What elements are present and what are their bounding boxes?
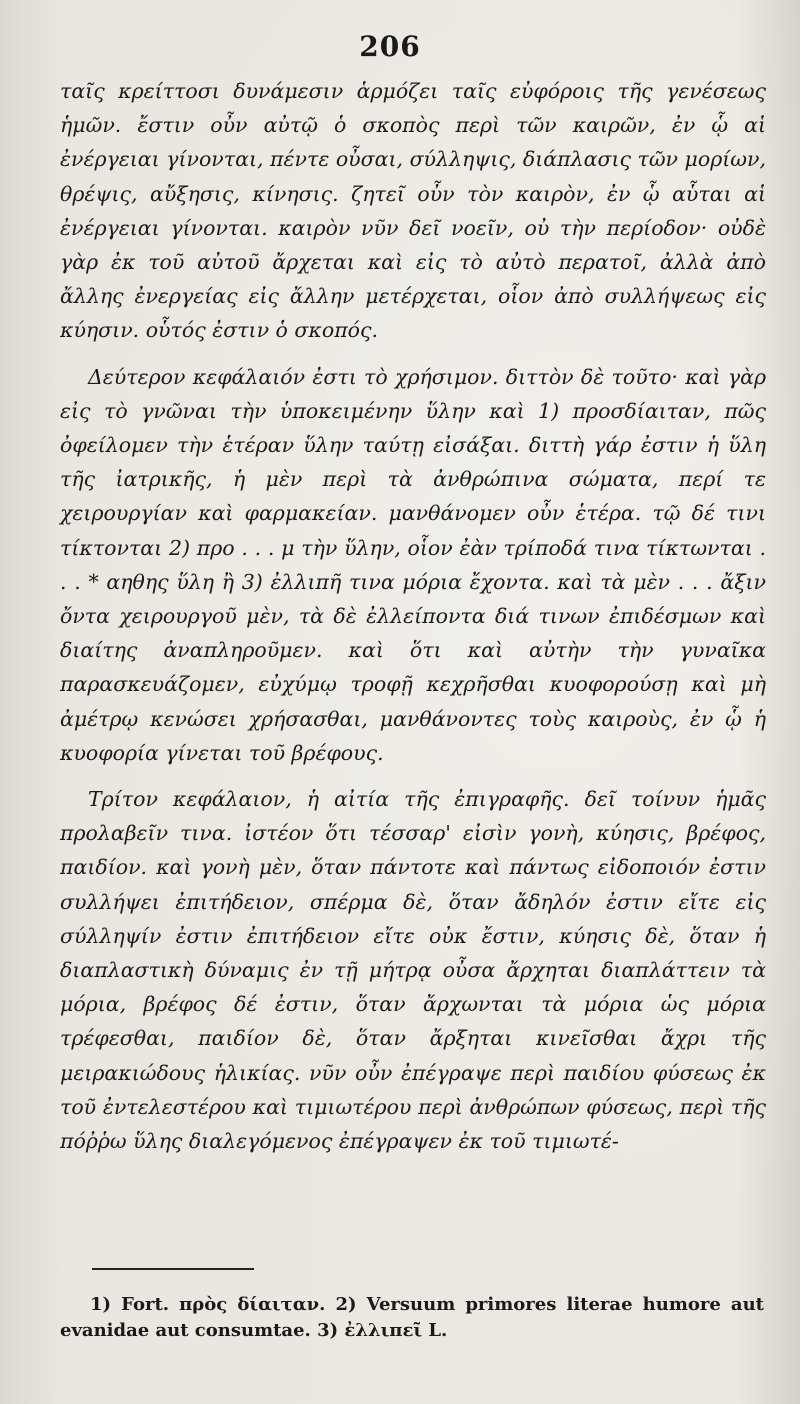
main-text: [60, 74, 766, 1158]
footnotes: [60, 1292, 764, 1344]
paragraph-3: Τρίτον κεφάλαιον, ἡ αἰτία τῆς ἐπιγραφῆς. δεῖ τοίνυν ἡμᾶς προλαβεῖν τινα. ἰστέον ὅτι τέσσαρ' εἰσὶν γονὴ, κύησις, βρέφος, παιδίον. καὶ γονὴ μὲν, ὅταν πάντοτε καὶ πάντως εἰδοποιόν ἐστιν συλλήψει ἐπιτήδειον, σπέρμα δὲ, ὅταν ἄδηλόν ἐστιν εἴτε εἰς σύλληψίν ἐστιν ἐπιτήδειον εἴτε οὐκ ἔστιν, κύησις δὲ, ὅταν ἡ διαπλαστικὴ δύναμις ἐν τῇ μήτρᾳ οὖσα ἄρχηται διαπλάττειν τὰ μόρια, βρέφος δέ ἐστιν, ὅταν ἄρχωνται τὰ μόρια ὡς μόρια τρέφεσθαι, παιδίον δὲ, ὅταν ἄρξηται κινεῖσθαι ἄχρι τῆς μειρακιώδους ἡλικίας. νῦν οὖν ἐπέγραψε περὶ παιδίου φύσεως ἐκ τοῦ ἐντελεστέρου καὶ τιμιωτέρου περὶ ἀνθρώπων φύσεως, περὶ τῆς πόῤῥω ὕλης διαλεγόμενος ἐπέγραψεν ἐκ τοῦ τιμιωτέ-: [60, 787, 766, 1154]
footnote-text: 1) Fort. πρὸς δίαιταν. 2) Versuum primores literae humore aut evanidae aut consumtae. 3) ἐλλιπεῖ L.: [60, 1294, 764, 1341]
paragraph-1: ταῖς κρείττοσι δυνάμεσιν ἁρμόζει ταῖς εὐφόροις τῆς γενέσεως ἡμῶν. ἔστιν οὖν αὐτῷ ὁ σκοπὸς περὶ τῶν καιρῶν, ἐν ᾧ αἱ ἐνέργειαι γίνονται, πέντε οὖσαι, σύλληψις, διάπλασις τῶν μορίων, θρέψις, αὔξησις, κίνησις. ζητεῖ οὖν τὸν καιρὸν, ἐν ᾧ αὗται αἱ ἐνέργειαι γίνονται. καιρὸν νῦν δεῖ νοεῖν, οὐ τὴν περίοδον· οὐδὲ γὰρ ἐκ τοῦ αὐτοῦ ἄρχεται καὶ εἰς τὸ αὐτὸ περατοῖ, ἀλλὰ ἀπὸ ἄλλης ἐνεργείας εἰς ἄλλην μετέρχεται, οἷον ἀπὸ συλλήψεως εἰς κύησιν. οὗτός ἐστιν ὁ σκοπός.: [60, 79, 766, 343]
paragraph-2: Δεύτερον κεφάλαιόν ἐστι τὸ χρήσιμον. διττὸν δὲ τοῦτο· καὶ γὰρ εἰς τὸ γνῶναι τὴν ὑποκειμένην ὕλην καὶ 1) προσδίαιταν, πῶς ὀφείλομεν τὴν ἑτέραν ὕλην ταύτῃ εἰσάξαι. διττὴ γάρ ἐστιν ἡ ὕλη τῆς ἰατρικῆς, ἡ μὲν περὶ τὰ ἀνθρώπινα σώματα, περί τε χειρουργίαν καὶ φαρμακείαν. μανθάνομεν οὖν ἑτέρα. τῷ δέ τινι τίκτονται 2) προ . . . μ τὴν ὕλην, οἷον ἐὰν τρίποδά τινα τίκτωνται . . . * αηθης ὕλη ἢ 3) ἐλλιπῆ τινα μόρια ἔχοντα. καὶ τὰ μὲν . . . ἄξιν ὄντα χειρουργοῦ μὲν, τὰ δὲ ἐλλείποντα διά τινων ἐπιδέσμων καὶ διαίτης ἀναπληροῦμεν. καὶ ὅτι καὶ αὐτὴν τὴν γυναῖκα παρασκευάζομεν, εὐχύμῳ τροφῇ κεχρῆσθαι κυοφορούσῃ καὶ μὴ ἀμέτρῳ κενώσει χρήσασθαι, μανθάνοντες τοὺς καιροὺς, ἐν ᾧ ἡ κυοφορία γίνεται τοῦ βρέφους.: [60, 364, 766, 765]
page-number: 206: [359, 30, 421, 63]
footnote-separator: [92, 1268, 254, 1270]
